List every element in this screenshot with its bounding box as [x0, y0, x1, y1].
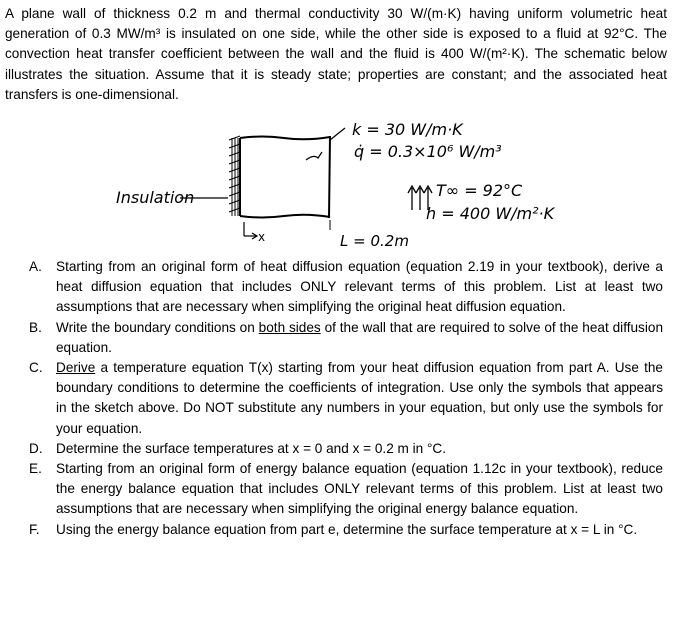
insulation-hatching	[229, 136, 240, 216]
part-text: Starting from an original form of heat diffusion equation (equation 2.19 in your textbook), derive a heat diffusion equation that includes ONLY relevant terms of this problem. List at least two assumptions that are necessary when simplifying the original heat diffusion equation.	[56, 259, 663, 315]
part-letter: F.	[29, 521, 40, 537]
x-axis-icon	[244, 222, 257, 239]
wall-sketch	[0, 118, 674, 258]
conductivity-label: k = 30 W/m·K	[352, 120, 463, 139]
part-text-pre: Write the boundary conditions on	[56, 319, 259, 335]
part-c	[29, 358, 663, 439]
part-letter: B.	[29, 319, 42, 335]
part-letter: E.	[29, 461, 42, 477]
problem-statement: A plane wall of thickness 0.2 m and thermal conductivity 30 W/(m·K) having uniform volumetric heat generation of 0.3 MW/m³ is insulated on one side, while the other side is exposed to a fluid at 92°C. The convection heat transfer coefficient between the wall and the fluid is 400 W/(m²·K). The schematic below illustrates the situation. Assume that it is steady state; properties are constant; and the associated heat transfers is one-dimensional.	[5, 6, 667, 102]
part-a	[29, 257, 663, 318]
q-pointer	[306, 152, 322, 160]
part-text: Starting from an original form of energy balance equation (equation 1.12c in your textbook), reduce the energy balance equation that includes ONLY relevant terms of this problem. List at least two assumptions that are necessary when simplifying the original energy balance equation.	[56, 461, 663, 517]
part-text-underline: Derive	[56, 360, 96, 376]
part-letter: A.	[29, 259, 42, 274]
part-text: Determine the surface temperatures at x = 0 and x = 0.2 m in °C.	[56, 440, 447, 456]
part-e	[29, 459, 663, 520]
part-letter: C.	[29, 360, 43, 376]
part-b	[29, 318, 663, 358]
x-axis-label: x	[258, 230, 266, 244]
question-list	[29, 257, 663, 540]
part-text: Using the energy balance equation from part e, determine the surface temperature at x = L in °C.	[56, 521, 638, 537]
insulation-label: Insulation	[116, 188, 195, 207]
schematic-figure	[0, 118, 674, 258]
part-d	[29, 439, 663, 459]
k-pointer	[330, 128, 345, 140]
part-letter: D.	[29, 440, 43, 456]
part-text-underline: both sides	[258, 319, 321, 335]
heat-generation-label: q̇ = 0.3×10⁶ W/m³	[354, 142, 502, 161]
wall-outline	[240, 136, 330, 218]
part-text-post: of the wall that are required to solve of the heat diffusion equation.	[56, 319, 663, 355]
part-text-post: a temperature equation T(x) starting from your heat diffusion equation from part A. Use the boundary conditions to determine the coefficients of integration. Use only the symbols that appears in the sketch above. Do NOT substitute any numbers in your equation, but only use the symbols for your equation.	[56, 360, 663, 436]
fluid-temperature-label: T∞ = 92°C	[436, 181, 523, 200]
convection-coefficient-label: h = 400 W/m²·K	[426, 204, 555, 223]
part-f	[29, 520, 663, 540]
thickness-label: L = 0.2m	[340, 232, 409, 250]
